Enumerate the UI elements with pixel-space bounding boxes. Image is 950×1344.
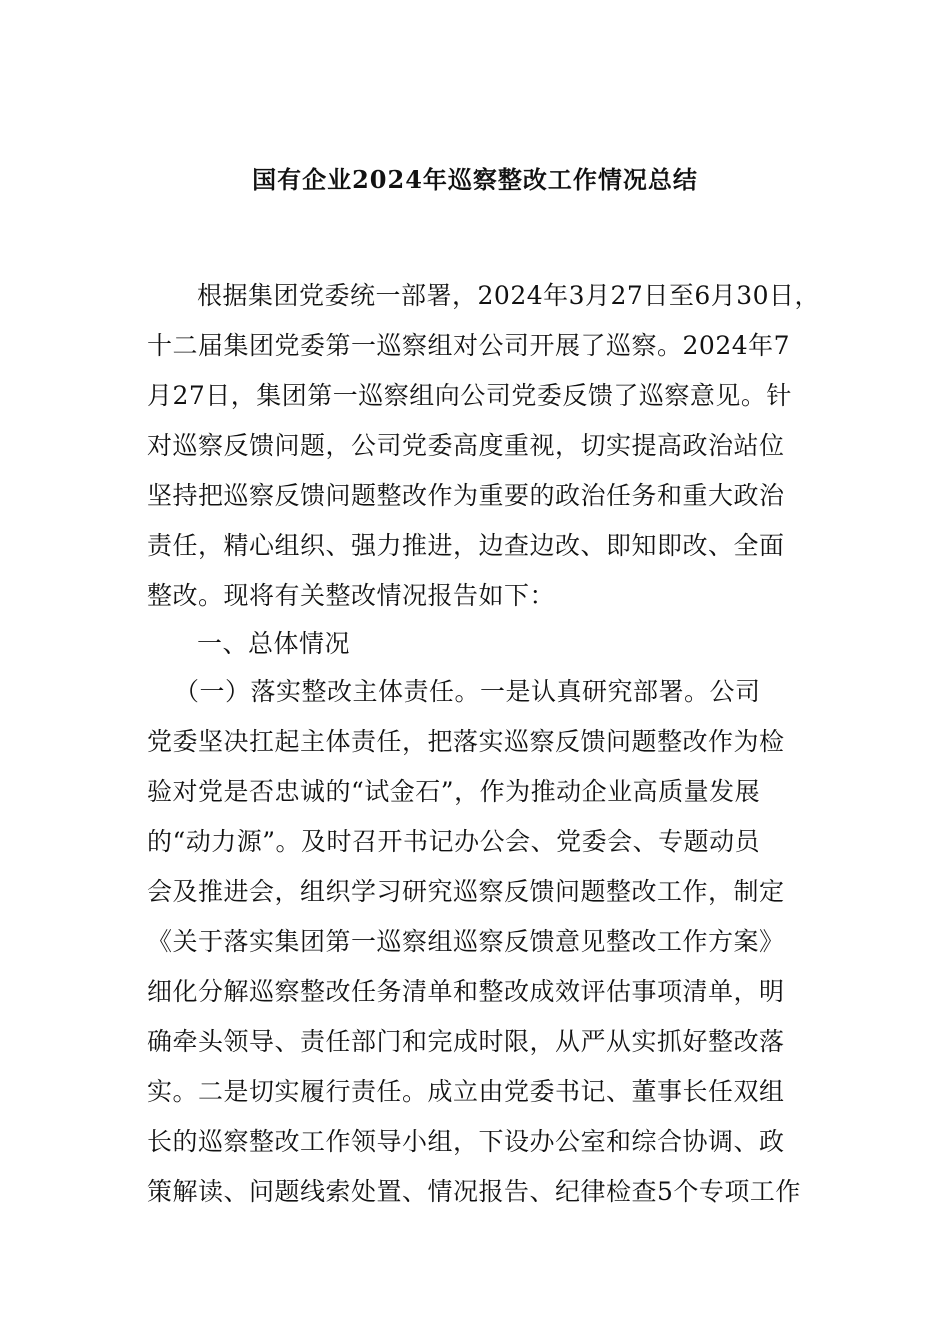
- paragraph-line: 坚持把巡察反馈问题整改作为重要的政治任务和重大政治: [147, 481, 785, 510]
- paragraph-line: 细化分解巡察整改任务清单和整改成效评估事项清单，明: [147, 977, 785, 1006]
- paragraph-line: 验对党是否忠诚的“试金石”，作为推动企业高质量发展: [147, 777, 761, 806]
- paragraph-line: 责任，精心组织、强力推进，边查边改、即知即改、全面: [147, 531, 785, 560]
- paragraph-line: 《关于落实集团第一巡察组巡察反馈意见整改工作方案》: [147, 927, 785, 956]
- paragraph-line: 党委坚决扛起主体责任，把落实巡察反馈问题整改作为检: [147, 727, 785, 756]
- paragraph-line: 确牵头领导、责任部门和完成时限，从严从实抓好整改落: [147, 1027, 785, 1056]
- paragraph-line: 月27日，集团第一巡察组向公司党委反馈了巡察意见。针: [147, 381, 792, 410]
- paragraph-line: 十二届集团党委第一巡察组对公司开展了巡察。2024年7: [147, 331, 791, 360]
- paragraph-line: 根据集团党委统一部署，2024年3月27日至6月30日，: [197, 281, 821, 310]
- paragraph-line: 会及推进会，组织学习研究巡察反馈问题整改工作，制定: [147, 877, 785, 906]
- paragraph-line: 长的巡察整改工作领导小组，下设办公室和综合协调、政: [147, 1127, 785, 1156]
- paragraph-line: 的“动力源”。及时召开书记办公会、党委会、专题动员: [147, 827, 761, 856]
- paragraph-line: （一）落实整改主体责任。一是认真研究部署。公司: [174, 677, 761, 706]
- document-title: 国有企业2024年巡察整改工作情况总结: [252, 165, 698, 194]
- paragraph-line: 整改。现将有关整改情况报告如下：: [147, 581, 556, 610]
- section-heading: 一、总体情况: [197, 629, 351, 658]
- paragraph-line: 对巡察反馈问题，公司党委高度重视，切实提高政治站位: [147, 431, 785, 460]
- paragraph-line: 策解读、问题线索处置、情况报告、纪律检查5个专项工作: [147, 1177, 801, 1206]
- paragraph-line: 实。二是切实履行责任。成立由党委书记、董事长任双组: [147, 1077, 785, 1106]
